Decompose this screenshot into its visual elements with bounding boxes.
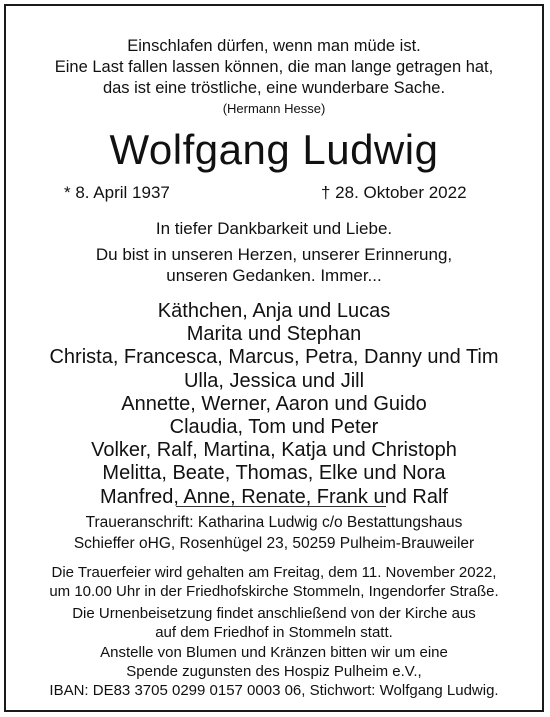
ceremony-line: Die Trauerfeier wird gehalten am Freitag, dem 11. November 2022, (51, 564, 497, 581)
donation-line: Spende zugunsten des Hospiz Pulheim e.V., (126, 663, 422, 680)
urn-line: Die Urnenbeisetzung findet anschließend von der Kirche aus (72, 605, 476, 622)
mourner-line: Claudia, Tom und Peter (169, 416, 379, 439)
mourner-line: Melitta, Beate, Thomas, Elke und Nora (102, 462, 446, 485)
ceremony-line: um 10.00 Uhr in der Friedhofskirche Stommeln, Ingendorfer Straße. (49, 583, 499, 600)
mourner-line: Annette, Werner, Aaron und Guido (121, 392, 427, 415)
birth-date: * 8. April 1937 (64, 183, 170, 202)
poem (6, 36, 542, 118)
message-line: Du bist in unseren Herzen, unserer Erinnerung, (95, 245, 453, 264)
donation-line: Anstelle von Blumen und Kränzen bitten wir um eine (100, 644, 448, 661)
divider-line (176, 506, 386, 507)
death-date: † 28. Oktober 2022 (321, 183, 467, 202)
mourner-line: Marita und Stephan (186, 323, 362, 346)
mourner-line: Volker, Ralf, Martina, Katja und Christoph (91, 439, 457, 462)
deceased-name: Wolfgang Ludwig (109, 126, 439, 173)
mourning-address (6, 512, 542, 554)
poem-line: Eine Last fallen lassen können, die man lange getragen hat, (54, 58, 494, 76)
mourner-line: Christa, Francesca, Marcus, Petra, Danny und Tim (49, 346, 499, 369)
memorial-message (6, 244, 542, 286)
mourner-line: Ulla, Jessica und Jill (183, 369, 365, 392)
funeral-ceremony-info (6, 563, 542, 601)
mourner-line: Käthchen, Anja und Lucas (157, 300, 391, 322)
donation-line: IBAN: DE83 3705 0299 0157 0003 06, Stichwort: Wolfgang Ludwig. (49, 682, 499, 699)
address-line: Traueranschrift: Katharina Ludwig c/o Bestattungshaus (85, 514, 463, 531)
message-line: unseren Gedanken. Immer... (166, 266, 382, 285)
poem-author: (Hermann Hesse) (222, 101, 326, 116)
mourner-line: Manfred, Anne, Renate, Frank und Ralf (100, 485, 448, 508)
mourners-list (6, 300, 542, 509)
address-line: Schieffer oHG, Rosenhügel 23, 50259 Pulheim-Brauweiler (73, 535, 475, 552)
urn-burial-info (6, 604, 542, 642)
obituary-frame (4, 4, 544, 712)
thanks-line: In tiefer Dankbarkeit und Liebe. (155, 219, 393, 238)
poem-line: Einschlafen dürfen, wenn man müde ist. (127, 37, 421, 55)
urn-line: auf dem Friedhof in Stommeln statt. (155, 624, 393, 641)
poem-line: das ist eine tröstliche, eine wunderbare Sache. (102, 79, 446, 97)
donation-info (6, 643, 542, 700)
